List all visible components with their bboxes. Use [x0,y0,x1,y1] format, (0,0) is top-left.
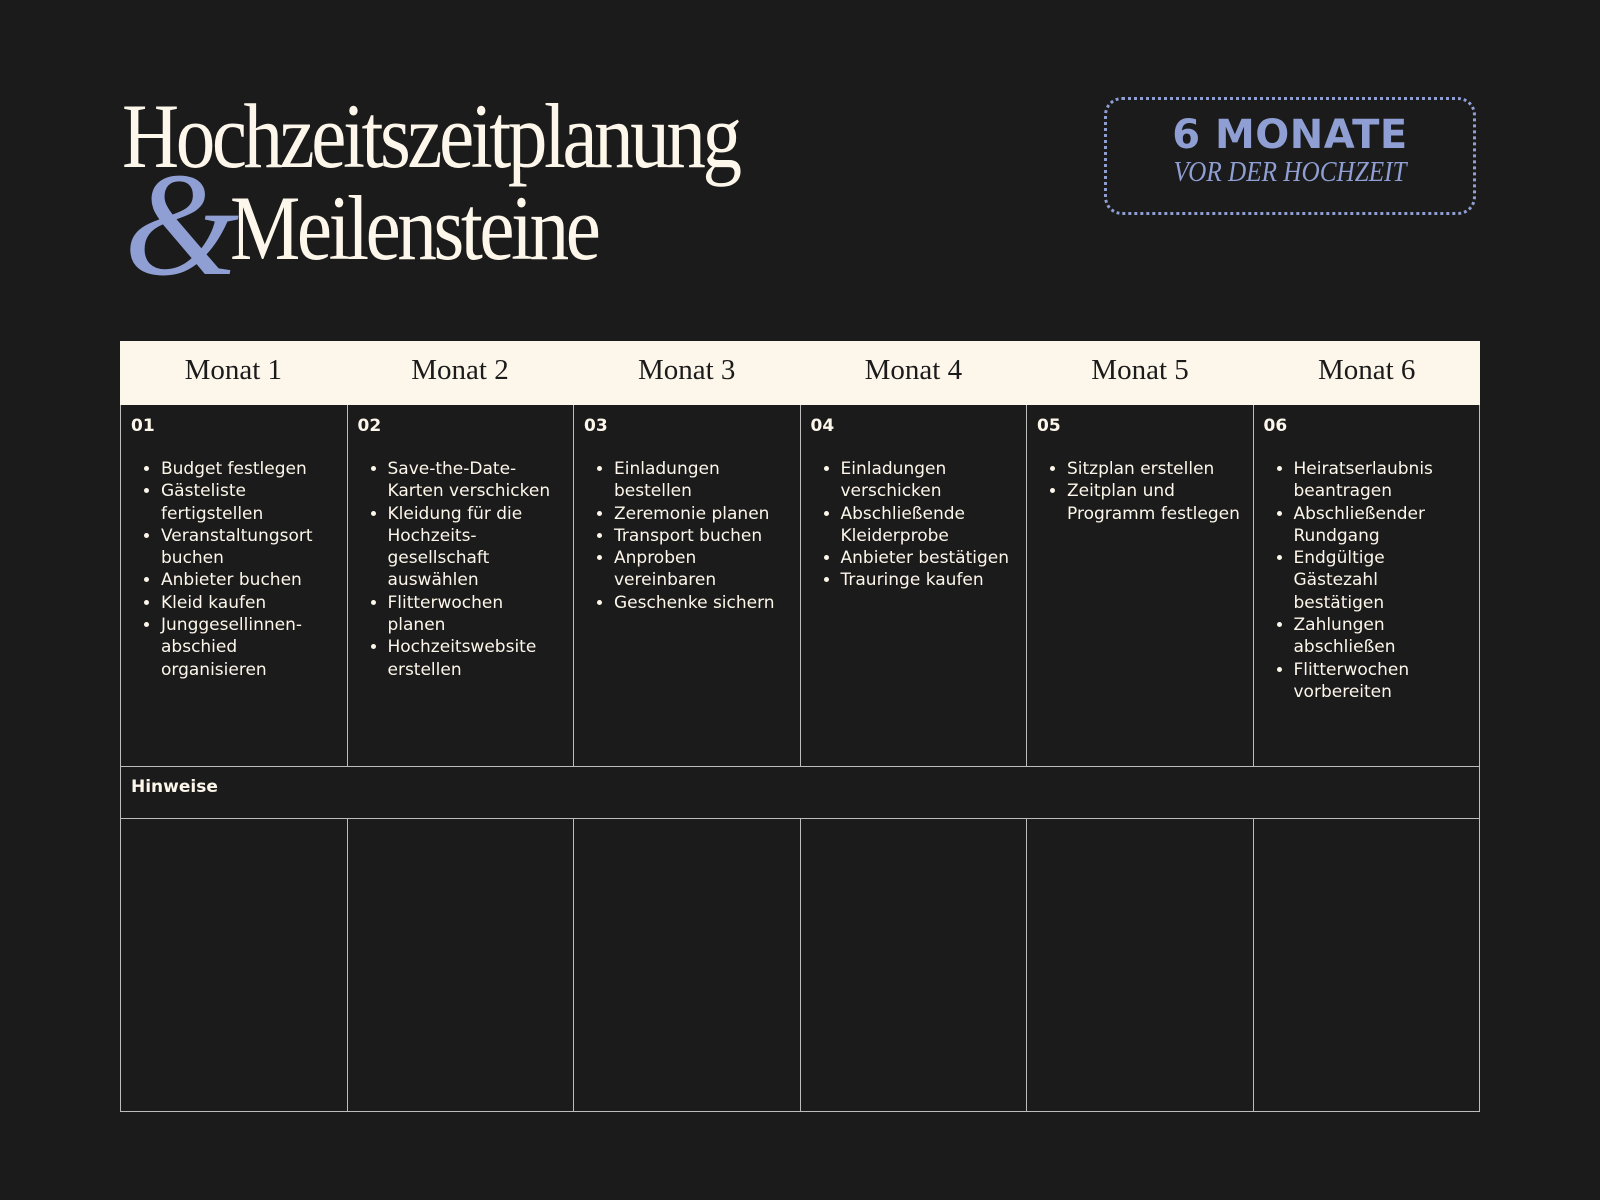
task-item: • Budget festlegen [161,458,337,480]
notes-cell [800,819,1027,1112]
column-number: 03 [584,416,608,436]
task-item: • Abschließende Kleiderprobe [841,503,1017,548]
task-list [1264,458,1470,703]
notes-cell [1253,819,1481,1112]
task-item: • Abschließender Rundgang [1294,503,1470,548]
notes-cell [120,819,347,1112]
task-list [584,458,790,614]
task-item: • Veranstaltungsort buchen [161,525,337,570]
task-item: • Einladungen verschicken [841,458,1017,503]
task-item: • Gästeliste fertigstellen [161,480,337,525]
task-column [1026,405,1253,767]
month-header: Monat 3 [637,354,736,386]
notes-cell [1026,819,1253,1112]
task-item: • Einladungen bestellen [614,458,790,503]
task-item: • Kleid kaufen [161,592,337,614]
task-item: • Zeitplan und Programm festlegen [1067,480,1243,525]
task-item: • Endgültige Gästezahl bestätigen [1294,547,1470,614]
notes-label: Hinweise [131,777,218,797]
task-column [347,405,574,767]
month-header: Monat 1 [184,354,283,386]
notes-cell [347,819,574,1112]
task-item: • Anbieter bestätigen [841,547,1017,569]
task-item: • Heiratserlaubnis beantragen [1294,458,1470,503]
task-row [120,405,1480,767]
timeline-table [120,341,1480,1111]
title-line-2: Meilensteine [230,177,598,279]
page-title [122,85,822,307]
task-item: • Zahlungen abschließen [1294,614,1470,659]
task-list [358,458,564,681]
task-item: • Junggesellinnen-abschied organisieren [161,614,337,681]
task-list [811,458,1017,592]
month-header: Monat 2 [411,354,509,386]
title-line-1: Hochzeitszeitplanung [122,85,739,187]
month-header: Monat 5 [1091,354,1189,386]
task-list [131,458,337,681]
timeframe-badge [1104,97,1476,215]
task-column [800,405,1027,767]
task-list [1037,458,1243,525]
task-column [120,405,347,767]
badge-sub-text: VOR DER HOCHZEIT [1173,157,1407,188]
task-item: • Anbieter buchen [161,569,337,591]
task-item: • Flitterwochen planen [388,592,564,637]
notes-area [120,819,1480,1112]
column-number: 05 [1037,416,1061,436]
notes-row [120,767,1480,819]
column-number: 06 [1263,416,1288,436]
notes-cell [573,819,800,1112]
task-column [573,405,800,767]
task-item: • Geschenke sichern [614,592,790,614]
task-item: • Hochzeitswebsite erstellen [388,636,564,681]
table-header-row [120,341,1480,405]
task-item: • Save-the-Date-Karten verschicken [388,458,564,503]
title-ampersand: & [124,143,240,307]
task-item: • Zeremonie planen [614,503,790,525]
month-header: Monat 4 [864,354,963,386]
column-number: 04 [810,416,835,436]
task-item: • Flitterwochen vorbereiten [1294,659,1470,704]
task-item: • Trauringe kaufen [841,569,1017,591]
task-column [1253,405,1481,767]
badge-main-text: 6 MONATE [1172,112,1408,158]
task-item: • Kleidung für die Hochzeits-gesellschaft auswählen [388,503,564,592]
task-item: • Transport buchen [614,525,790,547]
column-number: 01 [131,416,155,436]
month-header: Monat 6 [1317,354,1416,386]
task-item: • Anproben vereinbaren [614,547,790,592]
column-number: 02 [357,416,382,436]
task-item: • Sitzplan erstellen [1067,458,1243,480]
